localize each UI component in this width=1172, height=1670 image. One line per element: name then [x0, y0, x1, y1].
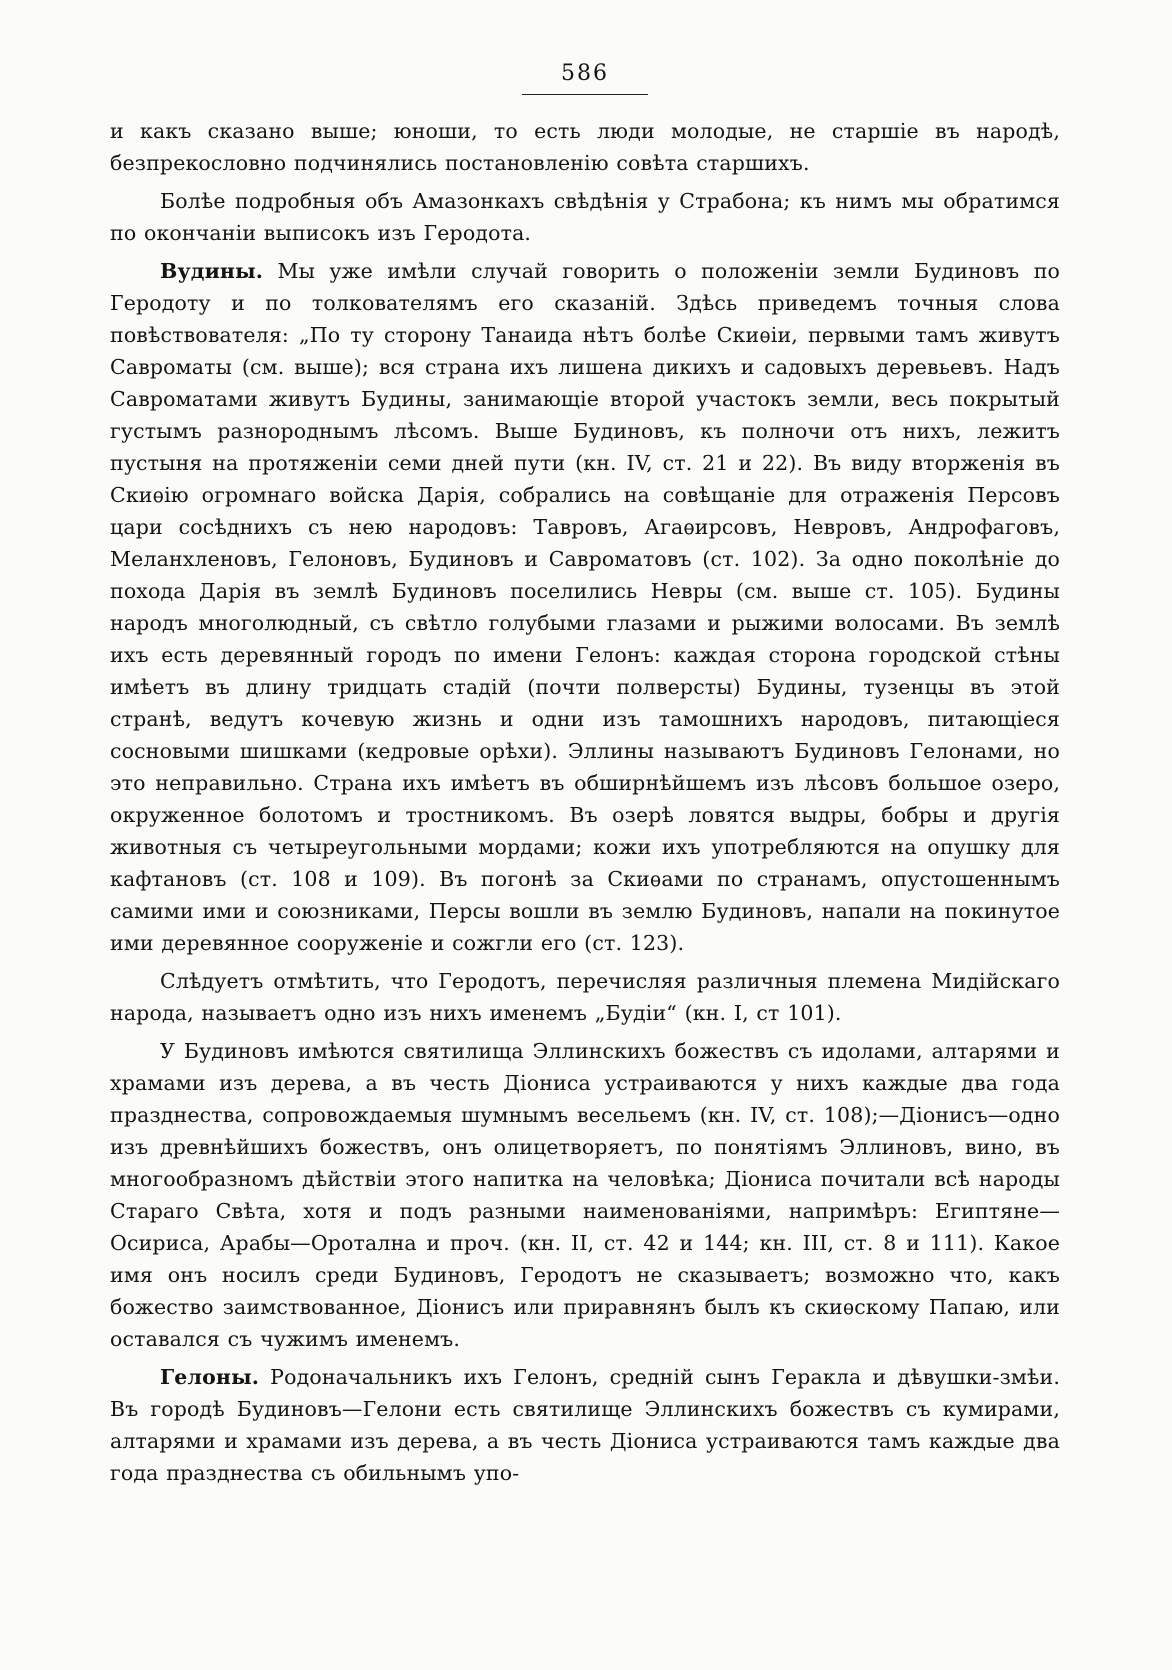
paragraph-text: Болѣе подробныя объ Амазонкахъ свѣдѣнія у Страбона; къ нимъ мы обратимся по окончаніи выписокъ изъ Геродота.: [110, 189, 1060, 245]
paragraph-text: Слѣдуетъ отмѣтить, что Геродотъ, перечисляя различныя племена Мидійскаго народа, называетъ одно изъ нихъ именемъ „Будіи“ (кн. I, ст 101).: [110, 969, 1060, 1025]
paragraph-geloni: [110, 1361, 1060, 1489]
body-text: [110, 115, 1060, 1489]
section-heading-budini: Вудины.: [160, 259, 264, 283]
paragraph-text: Мы уже имѣли случай говорить о положеніи земли Будиновъ по Геродоту и по толкователямъ его сказаній. Здѣсь приведемъ точныя слова повѣствователя: „По ту сторону Танаида нѣтъ болѣе Скиѳіи, первыми тамъ живутъ Савроматы (см. выше); вся страна ихъ лишена дикихъ и садовыхъ деревьевъ. Надъ Савроматами живутъ Будины, занимающіе второй участокъ земли, весь покрытый густымъ разнороднымъ лѣсомъ. Выше Будиновъ, къ полночи отъ нихъ, лежитъ пустыня на протяженіи семи дней пути (кн. IV, ст. 21 и 22). Въ виду вторженія въ Скиѳію огромнаго войска Дарія, собрались на совѣщаніе для отраженія Персовъ цари сосѣднихъ съ нею народовъ: Тавровъ, Агаѳирсовъ, Невровъ, Андрофаговъ, Меланхленовъ, Гелоновъ, Будиновъ и Савроматовъ (ст. 102). За одно поколѣніе до похода Дарія въ землѣ Будиновъ поселились Невры (см. выше ст. 105). Будины народъ многолюдный, съ свѣтло голубыми глазами и рыжими волосами. Въ землѣ ихъ есть деревянный городъ по имени Гелонъ: каждая сторона городской стѣны имѣетъ въ длину тридцать стадій (почти полверсты) Будины, тузенцы въ этой странѣ, ведутъ кочевую жизнь и одни изъ тамошнихъ народовъ, питающіеся сосновыми шишками (кедровые орѣхи). Эллины называютъ Будиновъ Гелонами, но это неправильно. Страна ихъ имѣетъ въ обширнѣйшемъ изъ лѣсовъ большое озеро, окруженное болотомъ и тростникомъ. Въ озерѣ ловятся выдры, бобры и другія животныя съ четыреугольными мордами; кожи ихъ употребляются на опушку для кафтановъ (ст. 108 и 109). Въ погонѣ за Скиѳами по странамъ, опустошеннымъ самими ими и союзниками, Персы вошли въ землю Будиновъ, напали на покинутое ими деревянное сооруженіе и сожгли его (ст. 123).: [110, 259, 1060, 955]
paragraph-text: Родоначальникъ ихъ Гелонъ, среднiй сынъ Геракла и дѣвушки-змѣи. Въ городѣ Будиновъ—Гелони есть святилище Эллинскихъ божествъ съ кумирами, алтарями и храмами изъ дерева, а въ честь Діониса устраиваются тамъ каждые два года празднества съ обильнымъ упо-: [110, 1365, 1060, 1485]
paragraph-amazons: [110, 185, 1060, 249]
section-heading-geloni: Гелоны.: [160, 1365, 260, 1389]
paragraph-herodotus-note: [110, 965, 1060, 1029]
paragraph-text: У Будиновъ имѣются святилища Эллинскихъ божествъ съ идолами, алтарями и храмами изъ дерева, а въ честь Діониса устраиваются у нихъ каждые два года празднества, сопровождаемыя шумнымъ весельемъ (кн. IV, ст. 108);—Діонисъ—одно изъ древнѣйшихъ божествъ, онъ олицетворяетъ, по понятіямъ Эллиновъ, вино, въ многообразномъ дѣйствіи этого напитка на человѣка; Діониса почитали всѣ народы Стараго Свѣта, хотя и подъ разными наименованіями, напримѣръ: Египтяне—Осириса, Арабы—Оротална и проч. (кн. II, ст. 42 и 144; кн. III, ст. 8 и 111). Какое имя онъ носилъ среди Будиновъ, Геродотъ не сказываетъ; возможно что, какъ божество заимствованное, Діонисъ или приравнянъ былъ къ скиѳскому Папаю, или оставался съ чужимъ именемъ.: [110, 1039, 1060, 1351]
header-rule: [522, 94, 648, 95]
page-header: [110, 60, 1060, 95]
page-number: 586: [561, 61, 609, 86]
paragraph-continued: [110, 115, 1060, 179]
paragraph-budini: [110, 255, 1060, 959]
paragraph-dionysus: [110, 1035, 1060, 1355]
paragraph-text: и какъ сказано выше; юноши, то есть люди молодые, не старшіе въ народѣ, безпрекословно подчинялись постановленію совѣта старшихъ.: [110, 119, 1060, 175]
